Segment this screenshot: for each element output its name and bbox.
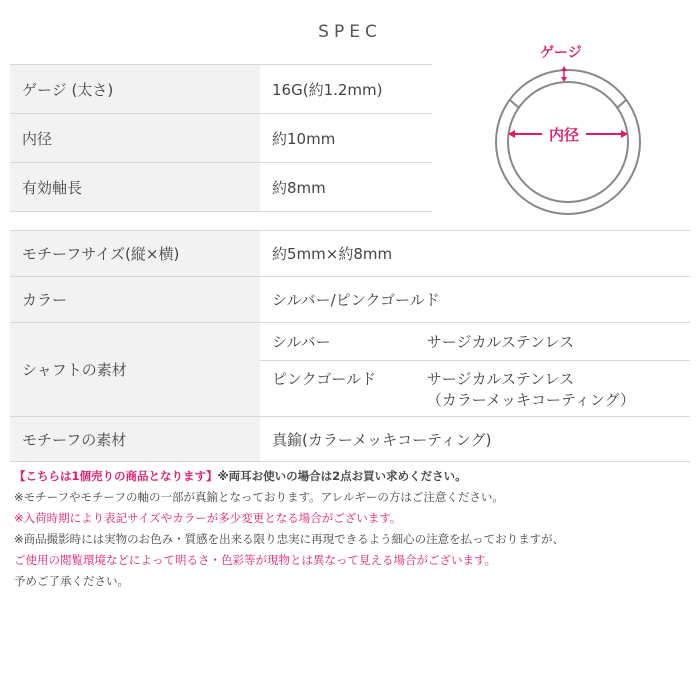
- gauge-label: ゲージ: [540, 45, 582, 61]
- table-row: [10, 277, 690, 323]
- table-row: [10, 163, 432, 212]
- spec-value-gauge: 16G(約1.2mm): [260, 65, 432, 114]
- ring-gap-left: [510, 100, 519, 108]
- spec-label-inner-diameter: 内径: [10, 114, 260, 163]
- table-row: [10, 323, 690, 361]
- shaft-material-pinkgold-line1: サージカルステンレス: [426, 369, 575, 388]
- shaft-material-silver: サージカルステンレス: [426, 333, 575, 351]
- spec-label-shaft-length: 有効軸長: [10, 163, 260, 212]
- spec-label-color: カラー: [10, 277, 260, 323]
- inner-diameter-label: 内径: [548, 126, 580, 144]
- spec-value-shaft-length: 約8mm: [260, 163, 432, 212]
- spec-value-shaft-pinkgold: [260, 361, 690, 417]
- spec-label-motif-material: モチーフの素材: [10, 417, 260, 462]
- note-line-6: 予めご了承ください。: [14, 574, 129, 588]
- notes: [14, 466, 564, 592]
- spec-value-shaft-silver: [260, 323, 690, 361]
- spec-table-detail: [10, 230, 690, 462]
- page-title: SPEC: [318, 22, 382, 42]
- shaft-material-pinkgold-line2: （カラーメッキコーティング）: [426, 390, 635, 409]
- spec-label-gauge: ゲージ (太さ): [10, 65, 260, 114]
- note-line-2: ※モチーフやモチーフの軸の一部が真鍮となっております。アレルギーの方はご注意ください。: [14, 490, 504, 504]
- table-row: [10, 417, 690, 462]
- table-row: [10, 65, 432, 114]
- spec-label-shaft-material: シャフトの素材: [10, 323, 260, 417]
- shaft-color-silver: シルバー: [272, 333, 331, 351]
- note-both-ears: ※両耳お使いの場合は2点お買い求めください。: [217, 469, 467, 483]
- spec-table-basic: [10, 64, 432, 212]
- spec-value-motif-size: 約5mm×約8mm: [260, 231, 690, 277]
- shaft-color-pinkgold: ピンクゴールド: [272, 369, 377, 388]
- gauge-arrow-head-top: [561, 66, 567, 71]
- shaft-material-pinkgold: [427, 368, 635, 410]
- spec-value-motif-material: 真鍮(カラーメッキコーティング): [260, 417, 690, 462]
- spec-value-color: シルバー/ピンクゴールド: [260, 277, 690, 323]
- table-row: [10, 114, 432, 163]
- spec-value-inner-diameter: 約10mm: [260, 114, 432, 163]
- note-line-3: ※入荷時期により表記サイズやカラーが多少変更となる場合がございます。: [14, 511, 402, 525]
- note-line-4: ※商品撮影時には実物のお色み・質感を出来る限り忠実に再現できるよう細心の注意を払っておりますが、: [14, 532, 565, 546]
- ring-diagram: [488, 64, 648, 224]
- note-line-5: ご使用の閲覧環境などによって明るさ・色彩等が現物とは異なって見える場合がございます。: [14, 553, 497, 567]
- table-row: [10, 231, 690, 277]
- spec-label-motif-size: モチーフサイズ(縦×横): [10, 231, 260, 277]
- ring-gap-right: [617, 100, 626, 108]
- note-single-item: 【こちらは1個売りの商品となります】: [14, 469, 218, 483]
- note-line-1: [14, 466, 564, 487]
